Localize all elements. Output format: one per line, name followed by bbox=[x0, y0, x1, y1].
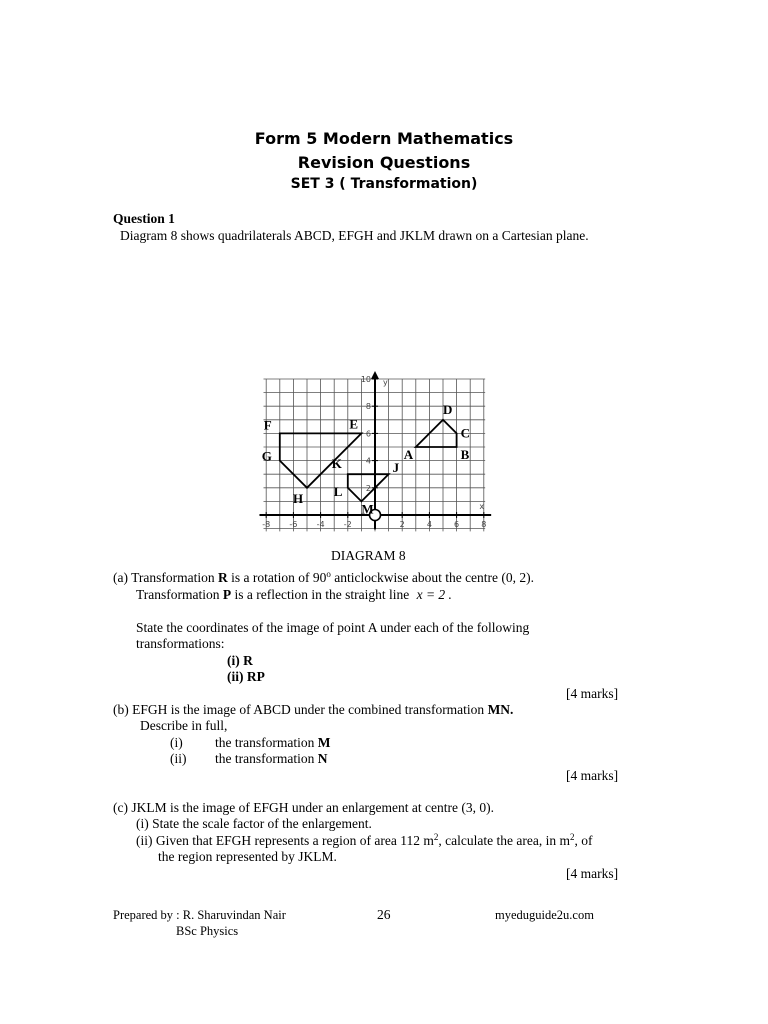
part-a-line2-mid: is a reflection in the straight line bbox=[234, 587, 410, 602]
footer-qualification: BSc Physics bbox=[176, 924, 239, 938]
part-b-item-1 bbox=[215, 735, 330, 751]
x-tick-label: 6 bbox=[454, 520, 460, 529]
part-c-item-1: (i) State the scale factor of the enlargement. bbox=[136, 816, 372, 831]
set-title: SET 3 ( Transformation) bbox=[290, 176, 478, 192]
y-axis-label: y bbox=[383, 378, 388, 387]
part-b-item-1-text: the transformation bbox=[215, 735, 315, 750]
part-a-line1-prefix: (a) Transformation bbox=[113, 570, 215, 585]
y-tick-label: 6 bbox=[365, 429, 371, 439]
x-tick-label: 8 bbox=[481, 520, 487, 529]
part-a-line1-mid: is a rotation of 90 bbox=[231, 570, 327, 585]
vertex-label-m: M bbox=[361, 501, 374, 517]
transformation-r-label: R bbox=[218, 570, 228, 585]
part-a-line1-suffix: anticlockwise about the centre (0, 2). bbox=[334, 570, 535, 585]
vertex-label-e: E bbox=[349, 416, 359, 432]
part-a-line2 bbox=[136, 587, 452, 603]
part-a-item-2: (ii) RP bbox=[227, 669, 265, 684]
y-tick-label: 4 bbox=[365, 456, 371, 466]
part-b-item-2-num: (ii) bbox=[170, 751, 187, 766]
squared-superscript: 2 bbox=[433, 832, 439, 842]
part-c-item-2 bbox=[136, 833, 592, 849]
part-b-item-2-text: the transformation bbox=[215, 751, 315, 766]
vertex-label-a: A bbox=[403, 447, 414, 462]
y-axis-arrow-icon bbox=[371, 371, 379, 379]
cartesian-diagram bbox=[140, 252, 610, 537]
page-subtitle: Revision Questions bbox=[297, 153, 471, 172]
transformation-n-label: N bbox=[317, 751, 328, 766]
part-a-line1 bbox=[113, 570, 534, 586]
x-tick-label: -6 bbox=[289, 520, 298, 529]
footer-website: myeduguide2u.com bbox=[495, 908, 594, 922]
part-a-item-1: (i) R bbox=[227, 653, 253, 668]
part-c-item-2-text-a: (ii) Given that EFGH represents a region of area 112 m bbox=[136, 833, 434, 848]
vertex-label-k: K bbox=[331, 456, 342, 472]
footer-page-number: 26 bbox=[377, 907, 391, 922]
vertex-label-l: L bbox=[333, 483, 343, 499]
question-intro: Diagram 8 shows quadrilaterals ABCD, EFGH and JKLM drawn on a Cartesian plane. bbox=[120, 228, 589, 243]
vertex-label-j: J bbox=[392, 460, 400, 476]
part-a-state-line2: transformations: bbox=[136, 636, 225, 651]
squared-superscript: 2 bbox=[569, 832, 575, 842]
part-c-marks: [4 marks] bbox=[566, 866, 619, 881]
diagram-caption: DIAGRAM 8 bbox=[331, 548, 406, 563]
y-tick-label: 2 bbox=[365, 483, 371, 493]
x-tick-label: -8 bbox=[262, 520, 271, 529]
part-b-line2: Describe in full, bbox=[140, 718, 228, 733]
x-tick-label: 2 bbox=[399, 520, 405, 529]
part-b-line1 bbox=[113, 702, 513, 718]
question-number: Question 1 bbox=[113, 211, 175, 226]
part-a-line2-prefix: Transformation bbox=[136, 587, 220, 602]
part-a-state-line1: State the coordinates of the image of point A under each of the following bbox=[136, 620, 530, 635]
y-tick-label: 10 bbox=[360, 375, 371, 384]
vertex-label-h: H bbox=[293, 490, 304, 506]
vertex-label-d: D bbox=[443, 401, 453, 417]
vertex-label-g: G bbox=[261, 448, 272, 464]
part-b-item-1-num: (i) bbox=[170, 735, 183, 750]
vertex-label-b: B bbox=[460, 447, 470, 462]
footer-author: Prepared by : R. Sharuvindan Nair bbox=[113, 908, 286, 922]
part-c-item-2-text-b: , calculate the area, in m bbox=[438, 833, 570, 848]
x-tick-label: -2 bbox=[343, 520, 352, 529]
page-title: Form 5 Modern Mathematics bbox=[254, 129, 514, 148]
part-a-marks: [4 marks] bbox=[566, 686, 619, 701]
vertex-label-c: C bbox=[460, 425, 470, 441]
reflection-line-equation: x = 2 . bbox=[416, 587, 452, 602]
x-tick-label: 4 bbox=[426, 520, 432, 529]
part-b-item-2 bbox=[215, 751, 327, 767]
part-c-item-2-text-c: , of bbox=[574, 833, 593, 848]
y-tick-label: 8 bbox=[365, 402, 371, 412]
transformation-p-label: P bbox=[222, 587, 232, 602]
vertex-label-f: F bbox=[263, 417, 272, 433]
part-b-line1-text: (b) EFGH is the image of ABCD under the combined transformation bbox=[113, 702, 485, 717]
part-c-line1: (c) JKLM is the image of EFGH under an enlargement at centre (3, 0). bbox=[113, 800, 494, 815]
combined-transformation-mn: MN. bbox=[487, 702, 514, 717]
part-c-item-2-line2: the region represented by JKLM. bbox=[158, 849, 337, 864]
degree-symbol: o bbox=[326, 569, 331, 579]
x-tick-label: -4 bbox=[316, 520, 325, 529]
x-axis-label: x bbox=[479, 502, 485, 511]
transformation-m-label: M bbox=[317, 735, 331, 750]
part-b-marks: [4 marks] bbox=[566, 768, 619, 783]
